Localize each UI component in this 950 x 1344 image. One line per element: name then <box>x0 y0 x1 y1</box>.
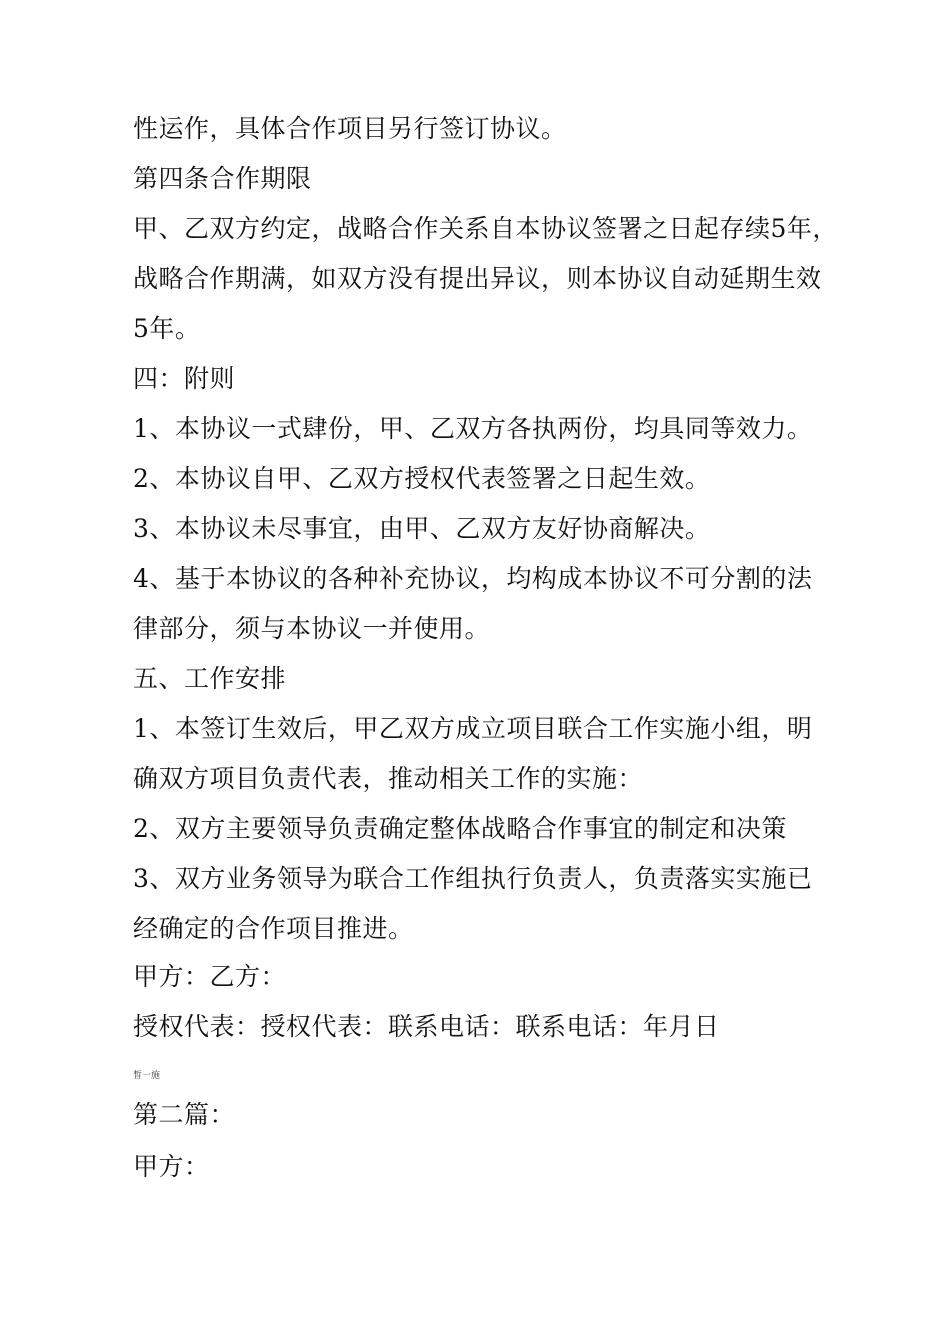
text-line: 性运作，具体合作项目另行签订协议。 <box>133 114 567 143</box>
section-heading: 四：附则 <box>133 364 236 393</box>
second-part-heading: 第二篇： <box>133 1100 236 1129</box>
text-line: 5年。 <box>133 314 201 343</box>
text-line: 确双方项目负责代表，推动相关工作的实施： <box>133 764 644 793</box>
text-line: 1、本签订生效后，甲乙双方成立项目联合工作实施小组，明 <box>133 714 813 743</box>
text-line: 1、本协议一式肆份，甲、乙双方各执两份，均具同等效力。 <box>133 414 813 443</box>
section-heading: 五、工作安排 <box>133 664 287 693</box>
signature-fields: 授权代表：授权代表：联系电话：联系电话：年月日 <box>133 1012 720 1041</box>
text-line: 3、本协议未尽事宜，由甲、乙双方友好协商解决。 <box>133 514 711 543</box>
article-heading: 第四条合作期限 <box>133 164 312 193</box>
text-line: 2、本协议自甲、乙双方授权代表签署之日起生效。 <box>133 464 711 493</box>
text-line: 2、双方主要领导负责确定整体战略合作事宜的制定和决策 <box>133 814 787 843</box>
signature-parties: 甲方：乙方： <box>133 962 287 991</box>
text-line: 战略合作期满，如双方没有提出异议，则本协议自动延期生效 <box>133 264 822 293</box>
second-part-party-a: 甲方： <box>133 1152 210 1181</box>
text-line: 3、双方业务领导为联合工作组执行负责人，负责落实实施已 <box>133 864 813 893</box>
text-line: 甲、乙双方约定，战略合作关系自本协议签署之日起存续5年， <box>133 214 838 243</box>
text-line: 经确定的合作项目推进。 <box>133 914 414 943</box>
small-note: 晳一施 <box>133 1071 161 1081</box>
text-line: 4、基于本协议的各种补充协议，均构成本协议不可分割的法 <box>133 564 813 593</box>
text-line: 律部分，须与本协议一并使用。 <box>133 614 491 643</box>
